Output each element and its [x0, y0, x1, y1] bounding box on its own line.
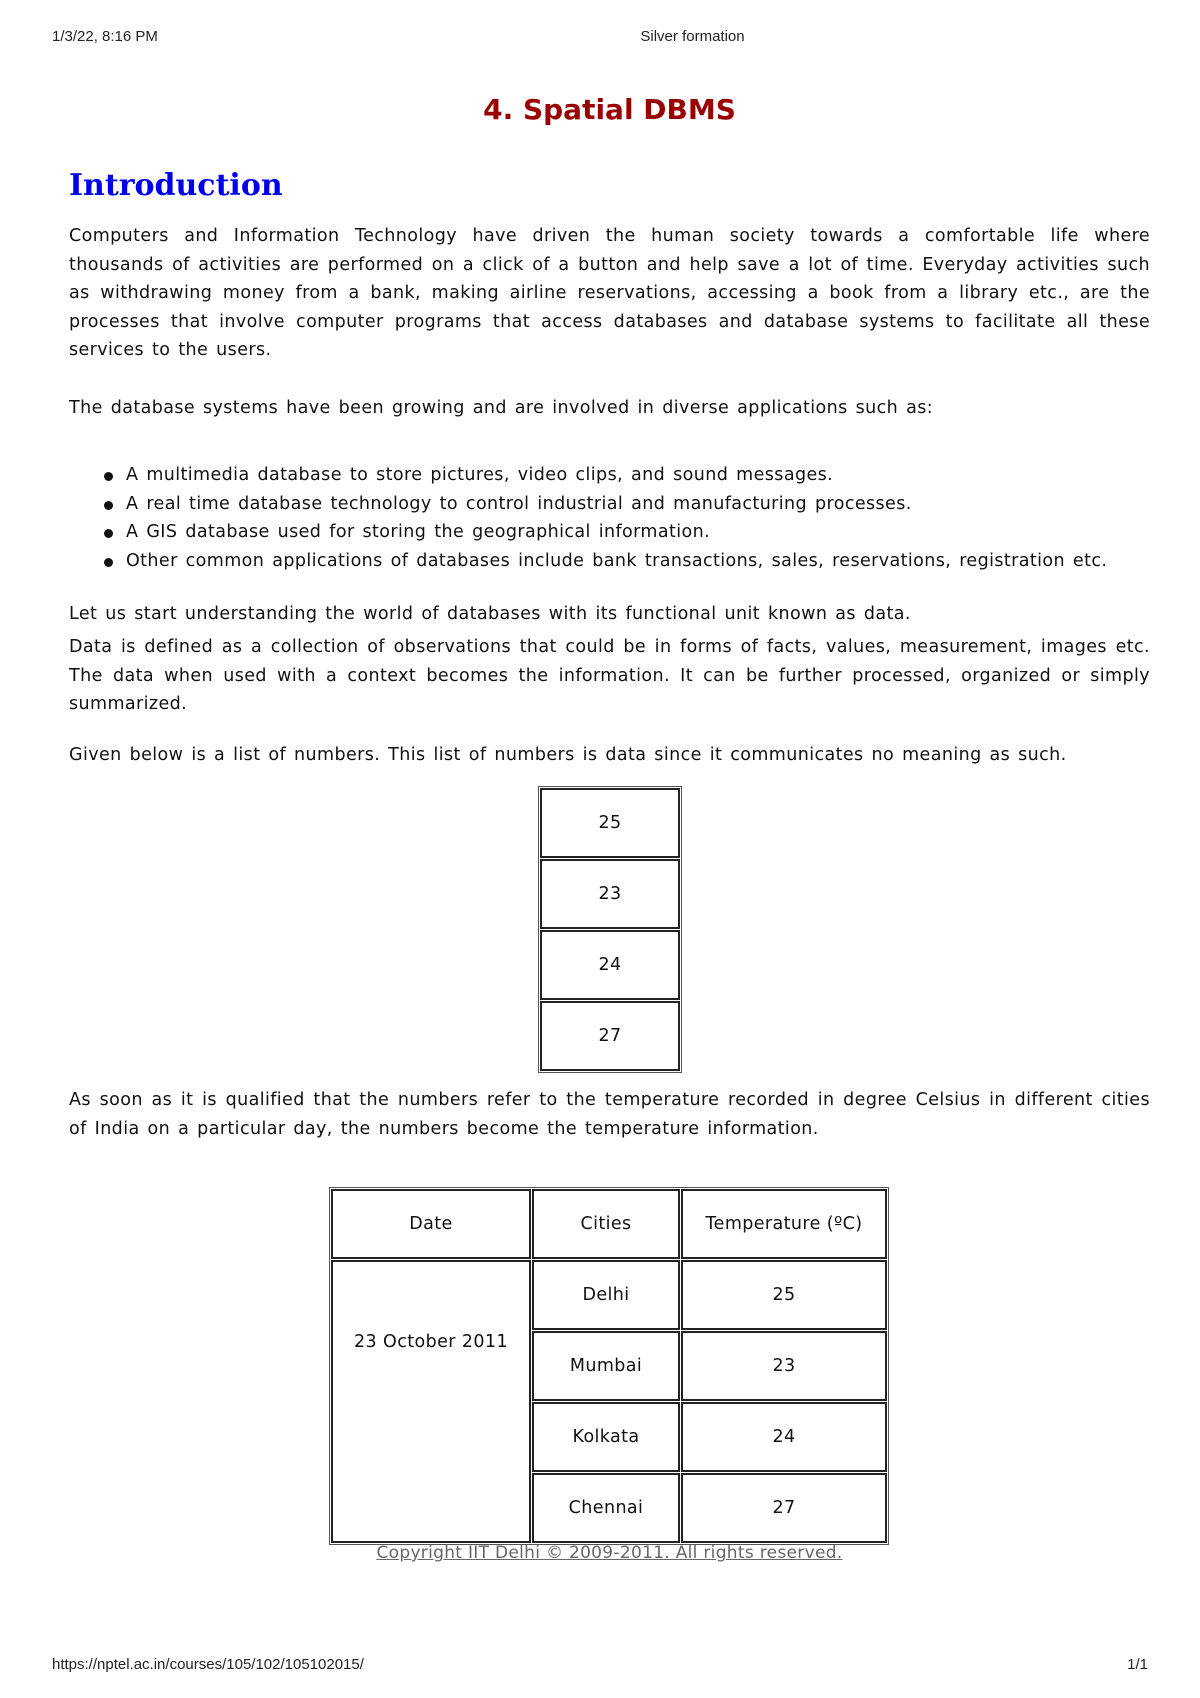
table-row — [540, 930, 680, 1000]
information-paragraph: As soon as it is qualified that the numbers refer to the temperature recorded in degree Celsius in different cities of India on a particular day, the numbers become the temperature information. — [69, 1090, 1150, 1139]
intro-paragraph: Computers and Information Technology have driven the human society towards a comfortable life where thousands of activities are performed on a click of a button and help save a lot of time. Everyday activities such as withdrawing money from a bank, making airline reservations, accessing a book from a library etc., are the processes that involve computer programs that access databases and database systems to facilitate all these services to the users. — [69, 226, 1150, 360]
header-date: Date — [331, 1189, 531, 1259]
list-item: A real time database technology to control industrial and manufacturing processes. — [126, 490, 1107, 519]
data-intro: Let us start understanding the world of databases with its functional unit known as data. — [69, 604, 911, 624]
number-cell: 24 — [540, 930, 680, 1000]
print-datetime: 1/3/22, 8:16 PM — [52, 28, 158, 45]
page-title: 4. Spatial DBMS — [483, 93, 736, 126]
table-row — [540, 788, 680, 858]
number-cell: 23 — [540, 859, 680, 929]
applications-intro: The database systems have been growing and are involved in diverse applications such as: — [69, 398, 934, 418]
print-document-title: Silver formation — [640, 28, 745, 45]
number-cell: 27 — [540, 1001, 680, 1071]
city-cell: Mumbai — [532, 1331, 680, 1401]
city-cell: Kolkata — [532, 1402, 680, 1472]
table-row — [540, 1001, 680, 1071]
table-header-row — [331, 1189, 887, 1259]
table-row — [331, 1260, 887, 1330]
list-item: Other common applications of databases include bank transactions, sales, reservations, registration etc. — [126, 547, 1107, 576]
temperature-cell: 27 — [681, 1473, 887, 1543]
city-cell: Delhi — [532, 1260, 680, 1330]
print-page-indicator: 1/1 — [1127, 1656, 1148, 1673]
header-temperature: Temperature (ºC) — [681, 1189, 887, 1259]
applications-list — [69, 461, 1107, 575]
number-cell: 25 — [540, 788, 680, 858]
data-definition: Data is defined as a collection of observations that could be in forms of facts, values, measurement, images etc. The data when used with a context becomes the information. It can be further processed, organized or simply summarized. — [69, 637, 1150, 714]
print-url: https://nptel.ac.in/courses/105/102/105102015/ — [52, 1656, 364, 1673]
numbers-table — [538, 786, 682, 1073]
temperature-table — [329, 1187, 889, 1545]
date-cell: 23 October 2011 — [331, 1260, 531, 1543]
city-cell: Chennai — [532, 1473, 680, 1543]
list-item: A multimedia database to store pictures, video clips, and sound messages. — [126, 461, 1107, 490]
page-content — [69, 90, 1150, 1563]
table-row — [540, 859, 680, 929]
temperature-cell: 23 — [681, 1331, 887, 1401]
list-item: A GIS database used for storing the geographical information. — [126, 518, 1107, 547]
numbers-intro: Given below is a list of numbers. This list of numbers is data since it communicates no meaning as such. — [69, 745, 1067, 765]
temperature-cell: 24 — [681, 1402, 887, 1472]
header-cities: Cities — [532, 1189, 680, 1259]
copyright-link[interactable]: Copyright IIT Delhi © 2009-2011. All rights reserved. — [376, 1543, 843, 1563]
section-title-introduction: Introduction — [69, 168, 283, 203]
temperature-cell: 25 — [681, 1260, 887, 1330]
